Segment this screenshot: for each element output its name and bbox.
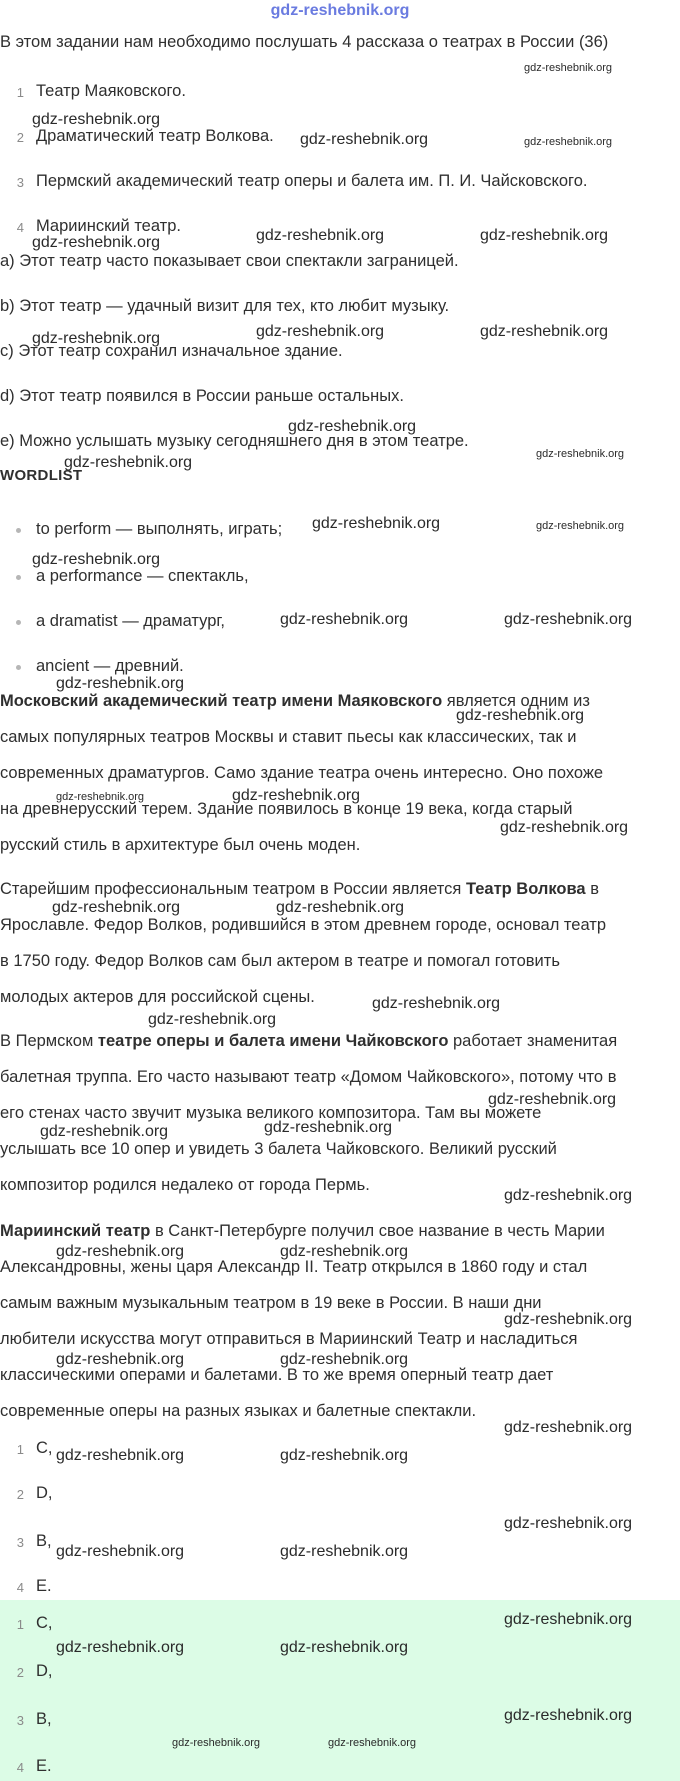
watermark: gdz-reshebnik.org xyxy=(56,1351,185,1368)
statement-d: d) Этот театр появился в России раньше остальных. xyxy=(0,387,404,405)
paragraph-line xyxy=(0,1222,605,1241)
paragraph-line: балетная труппа. Его часто называют театр «Домом Чайковского», потому что в xyxy=(0,1068,617,1086)
watermark: gdz-reshebnik.org xyxy=(280,1543,409,1560)
watermark: gdz-reshebnik.org xyxy=(264,1119,393,1136)
theatre-name: театре оперы и балета имени Чайковского xyxy=(97,1032,449,1050)
paragraph-line: на древнерусский терем. Здание появилось в конце 19 века, когда старый xyxy=(0,800,573,818)
watermark: gdz-reshebnik.org xyxy=(504,1707,633,1724)
watermark: gdz-reshebnik.org xyxy=(300,131,429,148)
watermark: gdz-reshebnik.org xyxy=(256,323,385,340)
list-number: 1 xyxy=(16,85,24,100)
statement-a: a) Этот театр часто показывает свои спектакли заграницей. xyxy=(0,252,459,270)
answer-item: C, xyxy=(36,1439,53,1457)
watermark: gdz-reshebnik.org xyxy=(288,418,417,435)
watermark: gdz-reshebnik.org xyxy=(172,1737,261,1749)
watermark: gdz-reshebnik.org xyxy=(52,899,181,916)
paragraph-line: композитор родился недалеко от города Пермь. xyxy=(0,1176,370,1194)
watermark: gdz-reshebnik.org xyxy=(536,520,625,532)
list-number: 4 xyxy=(16,220,24,235)
watermark: gdz-reshebnik.org xyxy=(328,1737,417,1749)
text-fragment: В Пермском xyxy=(0,1032,98,1050)
statement-c: c) Этот театр сохранил изначальное здание. xyxy=(0,342,343,360)
theatre-name: Театр Волкова xyxy=(465,880,586,898)
paragraph-line xyxy=(0,880,599,899)
text-fragment: Старейшим профессиональным театром в России является xyxy=(0,880,466,898)
list-item: Пермский академический театр оперы и балета им. П. И. Чайсковского. xyxy=(36,172,588,190)
watermark: gdz-reshebnik.org xyxy=(480,227,609,244)
answer-item: C, xyxy=(36,1614,53,1632)
text-fragment: в xyxy=(585,880,599,898)
list-number: 2 xyxy=(16,1665,24,1680)
text-fragment: в Санкт-Петербурге получил свое название в честь Марии xyxy=(150,1222,605,1240)
statement-e: e) Можно услышать музыку сегодняшнего дня в этом театре. xyxy=(0,432,469,450)
watermark: gdz-reshebnik.org xyxy=(280,611,409,628)
answer-item: D, xyxy=(36,1662,53,1680)
list-item: Театр Маяковского. xyxy=(36,82,186,100)
watermark: gdz-reshebnik.org xyxy=(280,1447,409,1464)
watermark: gdz-reshebnik.org xyxy=(56,1447,185,1464)
watermark: gdz-reshebnik.org xyxy=(500,819,629,836)
list-item: Мариинский театр. xyxy=(36,217,181,235)
watermark: gdz-reshebnik.org xyxy=(32,330,161,347)
list-number: 2 xyxy=(16,130,24,145)
list-number: 3 xyxy=(16,1713,24,1728)
watermark: gdz-reshebnik.org xyxy=(32,111,161,128)
text-fragment: работает знаменитая xyxy=(448,1032,618,1050)
list-number: 3 xyxy=(16,175,24,190)
paragraph-line xyxy=(0,1032,617,1051)
watermark: gdz-reshebnik.org xyxy=(56,1243,185,1260)
paragraph-line: любители искусства могут отправиться в Мариинский Театр и насладиться xyxy=(0,1330,578,1348)
watermark: gdz-reshebnik.org xyxy=(148,1011,277,1028)
watermark: gdz-reshebnik.org xyxy=(456,707,585,724)
watermark: gdz-reshebnik.org xyxy=(232,787,361,804)
answer-item: E. xyxy=(36,1757,52,1775)
watermark: gdz-reshebnik.org xyxy=(524,136,613,148)
watermark: gdz-reshebnik.org xyxy=(32,234,161,251)
paragraph-line: самым важным музыкальным театром в 19 веке в России. В наши дни xyxy=(0,1294,542,1312)
list-number: 3 xyxy=(16,1535,24,1550)
watermark: gdz-reshebnik.org xyxy=(488,1091,617,1108)
bullet-icon xyxy=(16,575,21,580)
paragraph-line: услышать все 10 опер и увидеть 3 балета Чайковского. Великий русский xyxy=(0,1140,557,1158)
paragraph-line: молодых актеров для российской сцены. xyxy=(0,988,315,1006)
watermark: gdz-reshebnik.org xyxy=(56,1543,185,1560)
paragraph-line: русский стиль в архитектуре был очень моден. xyxy=(0,836,361,854)
list-number: 4 xyxy=(16,1580,24,1595)
watermark: gdz-reshebnik.org xyxy=(64,454,193,471)
answer-item: B, xyxy=(36,1532,52,1550)
list-number: 1 xyxy=(16,1442,24,1457)
watermark: gdz-reshebnik.org xyxy=(504,1187,633,1204)
paragraph-line: его стенах часто звучит музыка великого композитора. Там вы можете xyxy=(0,1104,542,1122)
watermark: gdz-reshebnik.org xyxy=(280,1243,409,1260)
watermark: gdz-reshebnik.org xyxy=(40,1123,169,1140)
paragraph-line: современные оперы на разных языках и балетные спектакли. xyxy=(0,1402,477,1420)
text-fragment: является одним из xyxy=(442,692,590,710)
watermark: gdz-reshebnik.org xyxy=(504,1515,633,1532)
wordlist-item: a dramatist — драматург, xyxy=(36,612,225,630)
paragraph-line: классическими операми и балетами. В то же время оперный театр дает xyxy=(0,1366,554,1384)
site-header-link[interactable]: gdz-reshebnik.org xyxy=(270,2,410,19)
bullet-icon xyxy=(16,665,21,670)
answer-item: D, xyxy=(36,1484,53,1502)
watermark: gdz-reshebnik.org xyxy=(504,1611,633,1628)
answer-item: B, xyxy=(36,1710,52,1728)
list-item: Драматический театр Волкова. xyxy=(36,127,274,145)
watermark: gdz-reshebnik.org xyxy=(280,1351,409,1368)
list-number: 1 xyxy=(16,1617,24,1632)
task-intro: В этом задании нам необходимо послушать 4 рассказа о театрах в России (36) xyxy=(0,33,609,51)
watermark: gdz-reshebnik.org xyxy=(480,323,609,340)
statement-b: b) Этот театр — удачный визит для тех, кто любит музыку. xyxy=(0,297,450,315)
watermark: gdz-reshebnik.org xyxy=(524,62,613,74)
list-number: 4 xyxy=(16,1760,24,1775)
wordlist-title: WORDLIST xyxy=(0,467,83,484)
paragraph-line: в 1750 году. Федор Волков сам был актером в театре и помогал готовить xyxy=(0,952,560,970)
watermark: gdz-reshebnik.org xyxy=(504,1311,633,1328)
watermark: gdz-reshebnik.org xyxy=(504,1419,633,1436)
watermark: gdz-reshebnik.org xyxy=(276,899,405,916)
wordlist-item: a performance — спектакль, xyxy=(36,567,249,585)
watermark: gdz-reshebnik.org xyxy=(372,995,501,1012)
wordlist-item: ancient — древний. xyxy=(36,657,184,675)
wordlist-item: to perform — выполнять, играть; xyxy=(36,520,283,538)
paragraph-line: Александровны, жены царя Александр II. Театр открылся в 1860 году и стал xyxy=(0,1258,588,1276)
watermark: gdz-reshebnik.org xyxy=(536,448,625,460)
watermark: gdz-reshebnik.org xyxy=(32,551,161,568)
theatre-name: Московский академический театр имени Маяковского xyxy=(0,692,443,710)
watermark: gdz-reshebnik.org xyxy=(56,791,145,803)
watermark: gdz-reshebnik.org xyxy=(56,675,185,692)
bullet-icon xyxy=(16,620,21,625)
theatre-name: Мариинский театр xyxy=(0,1222,151,1240)
paragraph-line: Ярославле. Федор Волков, родившийся в этом древнем городе, основал театр xyxy=(0,916,607,934)
watermark: gdz-reshebnik.org xyxy=(312,515,441,532)
watermark: gdz-reshebnik.org xyxy=(256,227,385,244)
answer-item: E. xyxy=(36,1577,52,1595)
list-number: 2 xyxy=(16,1487,24,1502)
watermark: gdz-reshebnik.org xyxy=(56,1639,185,1656)
bullet-icon xyxy=(16,528,21,533)
paragraph-line: самых популярных театров Москвы и ставит пьесы как классических, так и xyxy=(0,728,577,746)
watermark: gdz-reshebnik.org xyxy=(504,611,633,628)
paragraph-line: современных драматургов. Само здание театра очень интересно. Оно похоже xyxy=(0,764,604,782)
watermark: gdz-reshebnik.org xyxy=(280,1639,409,1656)
